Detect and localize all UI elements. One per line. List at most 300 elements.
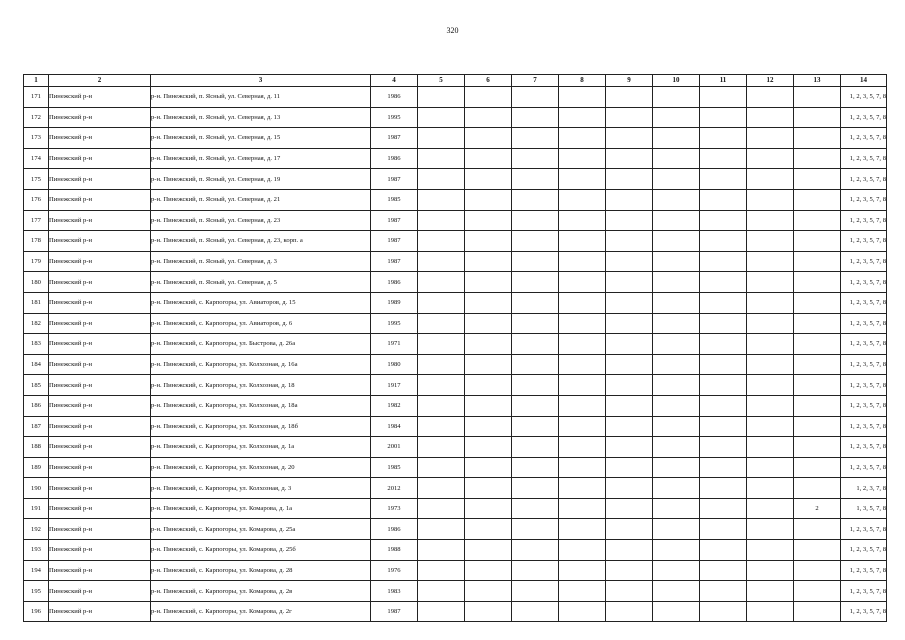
column-14-cell: 1, 2, 3, 5, 7, 8 xyxy=(841,437,887,458)
empty-cell xyxy=(700,292,747,313)
column-header: 13 xyxy=(794,75,841,87)
empty-cell xyxy=(700,478,747,499)
empty-cell xyxy=(512,189,559,210)
empty-cell xyxy=(418,478,465,499)
address-cell: р-н. Пинежский, с. Карпогоры, ул. Колхозная, д. 20 xyxy=(151,457,371,478)
address-cell: р-н. Пинежский, с. Карпогоры, ул. Авиаторов, д. 15 xyxy=(151,292,371,313)
row-number-cell: 193 xyxy=(24,540,49,561)
empty-cell xyxy=(418,313,465,334)
empty-cell xyxy=(606,292,653,313)
row-number-cell: 183 xyxy=(24,334,49,355)
address-cell: р-н. Пинежский, п. Ясный, ул. Северная, д. 19 xyxy=(151,169,371,190)
empty-cell xyxy=(653,519,700,540)
empty-cell xyxy=(653,292,700,313)
district-cell: Пинежский р-н xyxy=(49,375,151,396)
empty-cell xyxy=(512,416,559,437)
column-14-cell: 1, 2, 3, 5, 7, 8 xyxy=(841,128,887,149)
empty-cell xyxy=(653,251,700,272)
column-14-cell: 1, 2, 3, 5, 7, 8 xyxy=(841,519,887,540)
row-number-cell: 196 xyxy=(24,601,49,622)
year-cell: 2001 xyxy=(371,437,418,458)
empty-cell xyxy=(606,87,653,108)
empty-cell xyxy=(700,87,747,108)
year-cell: 1984 xyxy=(371,416,418,437)
empty-cell xyxy=(700,272,747,293)
column-13-cell xyxy=(794,354,841,375)
column-13-cell xyxy=(794,231,841,252)
empty-cell xyxy=(653,334,700,355)
empty-cell xyxy=(465,354,512,375)
row-number-cell: 179 xyxy=(24,251,49,272)
empty-cell xyxy=(653,189,700,210)
column-header: 12 xyxy=(747,75,794,87)
empty-cell xyxy=(653,601,700,622)
column-header: 2 xyxy=(49,75,151,87)
empty-cell xyxy=(606,519,653,540)
column-14-cell: 1, 3, 5, 7, 8 xyxy=(841,498,887,519)
empty-cell xyxy=(653,540,700,561)
empty-cell xyxy=(606,395,653,416)
row-number-cell: 173 xyxy=(24,128,49,149)
empty-cell xyxy=(512,231,559,252)
year-cell: 1987 xyxy=(371,128,418,149)
empty-cell xyxy=(418,334,465,355)
empty-cell xyxy=(559,313,606,334)
column-14-cell: 1, 2, 3, 5, 7, 8 xyxy=(841,272,887,293)
column-13-cell xyxy=(794,334,841,355)
empty-cell xyxy=(606,498,653,519)
column-header: 10 xyxy=(653,75,700,87)
column-14-cell: 1, 2, 3, 5, 7, 8 xyxy=(841,540,887,561)
address-cell: р-н. Пинежский, п. Ясный, ул. Северная, д. 17 xyxy=(151,148,371,169)
empty-cell xyxy=(418,457,465,478)
empty-cell xyxy=(512,560,559,581)
column-13-cell xyxy=(794,416,841,437)
empty-cell xyxy=(418,581,465,602)
table-row xyxy=(24,519,887,540)
district-cell: Пинежский р-н xyxy=(49,251,151,272)
empty-cell xyxy=(418,601,465,622)
empty-cell xyxy=(512,354,559,375)
empty-cell xyxy=(606,107,653,128)
empty-cell xyxy=(747,581,794,602)
row-number-cell: 174 xyxy=(24,148,49,169)
address-cell: р-н. Пинежский, с. Карпогоры, ул. Комарова, д. 1а xyxy=(151,498,371,519)
empty-cell xyxy=(700,581,747,602)
empty-cell xyxy=(700,498,747,519)
empty-cell xyxy=(465,169,512,190)
empty-cell xyxy=(747,354,794,375)
year-cell: 1995 xyxy=(371,107,418,128)
year-cell: 1986 xyxy=(371,148,418,169)
table-row xyxy=(24,437,887,458)
column-14-cell: 1, 2, 3, 5, 7, 8 xyxy=(841,313,887,334)
empty-cell xyxy=(747,128,794,149)
column-14-cell: 1, 2, 3, 5, 7, 8 xyxy=(841,334,887,355)
table-row xyxy=(24,354,887,375)
address-cell: р-н. Пинежский, п. Ясный, ул. Северная, д. 13 xyxy=(151,107,371,128)
empty-cell xyxy=(653,169,700,190)
empty-cell xyxy=(418,560,465,581)
table-row xyxy=(24,87,887,108)
empty-cell xyxy=(512,87,559,108)
column-13-cell xyxy=(794,272,841,293)
empty-cell xyxy=(418,395,465,416)
empty-cell xyxy=(559,519,606,540)
empty-cell xyxy=(418,210,465,231)
empty-cell xyxy=(465,128,512,149)
row-number-cell: 187 xyxy=(24,416,49,437)
empty-cell xyxy=(700,334,747,355)
empty-cell xyxy=(653,416,700,437)
table-row xyxy=(24,169,887,190)
address-cell: р-н. Пинежский, с. Карпогоры, ул. Колхозная, д. 18 xyxy=(151,375,371,396)
row-number-cell: 194 xyxy=(24,560,49,581)
empty-cell xyxy=(747,437,794,458)
empty-cell xyxy=(747,334,794,355)
column-13-cell xyxy=(794,601,841,622)
empty-cell xyxy=(606,128,653,149)
column-header: 14 xyxy=(841,75,887,87)
year-cell: 1988 xyxy=(371,540,418,561)
empty-cell xyxy=(747,478,794,499)
empty-cell xyxy=(465,540,512,561)
empty-cell xyxy=(653,457,700,478)
column-13-cell xyxy=(794,457,841,478)
empty-cell xyxy=(700,189,747,210)
row-number-cell: 188 xyxy=(24,437,49,458)
year-cell: 1982 xyxy=(371,395,418,416)
empty-cell xyxy=(512,292,559,313)
empty-cell xyxy=(559,148,606,169)
empty-cell xyxy=(512,128,559,149)
table-row xyxy=(24,107,887,128)
empty-cell xyxy=(465,395,512,416)
address-cell: р-н. Пинежский, с. Карпогоры, ул. Авиаторов, д. 6 xyxy=(151,313,371,334)
empty-cell xyxy=(512,272,559,293)
empty-cell xyxy=(700,128,747,149)
empty-cell xyxy=(747,148,794,169)
empty-cell xyxy=(606,189,653,210)
empty-cell xyxy=(465,231,512,252)
empty-cell xyxy=(606,560,653,581)
row-number-cell: 182 xyxy=(24,313,49,334)
empty-cell xyxy=(653,560,700,581)
district-cell: Пинежский р-н xyxy=(49,354,151,375)
empty-cell xyxy=(653,107,700,128)
empty-cell xyxy=(559,251,606,272)
empty-cell xyxy=(512,601,559,622)
year-cell: 1987 xyxy=(371,169,418,190)
column-14-cell: 1, 2, 3, 5, 7, 8 xyxy=(841,210,887,231)
empty-cell xyxy=(747,169,794,190)
district-cell: Пинежский р-н xyxy=(49,128,151,149)
empty-cell xyxy=(653,313,700,334)
column-13-cell xyxy=(794,148,841,169)
empty-cell xyxy=(512,375,559,396)
empty-cell xyxy=(465,375,512,396)
column-14-cell: 1, 2, 3, 5, 7, 8 xyxy=(841,581,887,602)
empty-cell xyxy=(700,169,747,190)
column-14-cell: 1, 2, 3, 5, 7, 8 xyxy=(841,169,887,190)
year-cell: 1987 xyxy=(371,210,418,231)
row-number-cell: 185 xyxy=(24,375,49,396)
address-cell: р-н. Пинежский, п. Ясный, ул. Северная, д. 11 xyxy=(151,87,371,108)
empty-cell xyxy=(700,313,747,334)
empty-cell xyxy=(700,416,747,437)
empty-cell xyxy=(747,292,794,313)
empty-cell xyxy=(418,87,465,108)
empty-cell xyxy=(418,169,465,190)
empty-cell xyxy=(418,107,465,128)
column-13-cell xyxy=(794,437,841,458)
address-cell: р-н. Пинежский, с. Карпогоры, ул. Колхозная, д. 18б xyxy=(151,416,371,437)
column-13-cell xyxy=(794,210,841,231)
empty-cell xyxy=(418,540,465,561)
row-number-cell: 176 xyxy=(24,189,49,210)
empty-cell xyxy=(606,375,653,396)
empty-cell xyxy=(653,87,700,108)
column-header: 5 xyxy=(418,75,465,87)
empty-cell xyxy=(606,478,653,499)
district-cell: Пинежский р-н xyxy=(49,231,151,252)
address-cell: р-н. Пинежский, п. Ясный, ул. Северная, д. 3 xyxy=(151,251,371,272)
column-13-cell xyxy=(794,375,841,396)
year-cell: 1986 xyxy=(371,272,418,293)
table-row xyxy=(24,292,887,313)
empty-cell xyxy=(512,540,559,561)
district-cell: Пинежский р-н xyxy=(49,457,151,478)
column-13-cell xyxy=(794,540,841,561)
district-cell: Пинежский р-н xyxy=(49,210,151,231)
empty-cell xyxy=(418,272,465,293)
row-number-cell: 180 xyxy=(24,272,49,293)
empty-cell xyxy=(418,375,465,396)
empty-cell xyxy=(653,478,700,499)
column-header: 9 xyxy=(606,75,653,87)
empty-cell xyxy=(512,437,559,458)
empty-cell xyxy=(465,601,512,622)
table-row xyxy=(24,601,887,622)
address-cell: р-н. Пинежский, с. Карпогоры, ул. Колхозная, д. 3 xyxy=(151,478,371,499)
empty-cell xyxy=(606,601,653,622)
empty-cell xyxy=(512,519,559,540)
column-13-cell xyxy=(794,189,841,210)
district-cell: Пинежский р-н xyxy=(49,560,151,581)
column-13-cell xyxy=(794,581,841,602)
empty-cell xyxy=(559,292,606,313)
address-cell: р-н. Пинежский, с. Карпогоры, ул. Комарова, д. 25б xyxy=(151,540,371,561)
empty-cell xyxy=(747,601,794,622)
column-13-cell xyxy=(794,128,841,149)
empty-cell xyxy=(512,313,559,334)
empty-cell xyxy=(747,457,794,478)
empty-cell xyxy=(747,107,794,128)
row-number-cell: 186 xyxy=(24,395,49,416)
table-row xyxy=(24,334,887,355)
empty-cell xyxy=(700,354,747,375)
table-row xyxy=(24,457,887,478)
table-row xyxy=(24,231,887,252)
address-cell: р-н. Пинежский, с. Карпогоры, ул. Колхозная, д. 18а xyxy=(151,395,371,416)
empty-cell xyxy=(700,560,747,581)
empty-cell xyxy=(512,457,559,478)
empty-cell xyxy=(653,437,700,458)
district-cell: Пинежский р-н xyxy=(49,313,151,334)
column-13-cell xyxy=(794,313,841,334)
year-cell: 1987 xyxy=(371,231,418,252)
empty-cell xyxy=(747,272,794,293)
empty-cell xyxy=(512,251,559,272)
year-cell: 1985 xyxy=(371,457,418,478)
district-cell: Пинежский р-н xyxy=(49,395,151,416)
year-cell: 1986 xyxy=(371,87,418,108)
empty-cell xyxy=(559,272,606,293)
empty-cell xyxy=(606,354,653,375)
empty-cell xyxy=(418,354,465,375)
empty-cell xyxy=(653,148,700,169)
empty-cell xyxy=(606,231,653,252)
year-cell: 1917 xyxy=(371,375,418,396)
row-number-cell: 178 xyxy=(24,231,49,252)
address-cell: р-н. Пинежский, п. Ясный, ул. Северная, д. 15 xyxy=(151,128,371,149)
empty-cell xyxy=(418,148,465,169)
empty-cell xyxy=(653,231,700,252)
address-cell: р-н. Пинежский, п. Ясный, ул. Северная, д. 23 xyxy=(151,210,371,231)
empty-cell xyxy=(747,87,794,108)
district-cell: Пинежский р-н xyxy=(49,87,151,108)
empty-cell xyxy=(465,148,512,169)
empty-cell xyxy=(559,375,606,396)
column-14-cell: 1, 2, 3, 5, 7, 8 xyxy=(841,189,887,210)
column-14-cell: 1, 2, 3, 5, 7, 8 xyxy=(841,107,887,128)
district-cell: Пинежский р-н xyxy=(49,540,151,561)
table-row xyxy=(24,313,887,334)
column-header: 6 xyxy=(465,75,512,87)
table-row xyxy=(24,251,887,272)
empty-cell xyxy=(465,107,512,128)
column-14-cell: 1, 2, 3, 5, 7, 8 xyxy=(841,148,887,169)
empty-cell xyxy=(653,128,700,149)
year-cell: 1976 xyxy=(371,560,418,581)
empty-cell xyxy=(559,210,606,231)
empty-cell xyxy=(653,210,700,231)
year-cell: 1983 xyxy=(371,581,418,602)
table-row xyxy=(24,498,887,519)
empty-cell xyxy=(512,498,559,519)
empty-cell xyxy=(559,540,606,561)
row-number-cell: 191 xyxy=(24,498,49,519)
empty-cell xyxy=(465,437,512,458)
empty-cell xyxy=(747,231,794,252)
empty-cell xyxy=(700,457,747,478)
table-row xyxy=(24,395,887,416)
empty-cell xyxy=(747,189,794,210)
column-header: 11 xyxy=(700,75,747,87)
empty-cell xyxy=(465,313,512,334)
empty-cell xyxy=(700,540,747,561)
empty-cell xyxy=(747,210,794,231)
empty-cell xyxy=(606,251,653,272)
empty-cell xyxy=(747,395,794,416)
row-number-cell: 195 xyxy=(24,581,49,602)
empty-cell xyxy=(653,375,700,396)
empty-cell xyxy=(747,498,794,519)
table-row xyxy=(24,148,887,169)
empty-cell xyxy=(559,128,606,149)
column-13-cell xyxy=(794,251,841,272)
column-14-cell: 1, 2, 3, 5, 7, 8 xyxy=(841,601,887,622)
year-cell: 1973 xyxy=(371,498,418,519)
column-14-cell: 1, 2, 3, 5, 7, 8 xyxy=(841,457,887,478)
district-cell: Пинежский р-н xyxy=(49,189,151,210)
empty-cell xyxy=(465,581,512,602)
address-cell: р-н. Пинежский, с. Карпогоры, ул. Колхозная, д. 1а xyxy=(151,437,371,458)
address-cell: р-н. Пинежский, с. Карпогоры, ул. Быстрова, д. 26а xyxy=(151,334,371,355)
year-cell: 1987 xyxy=(371,251,418,272)
year-cell: 1985 xyxy=(371,189,418,210)
empty-cell xyxy=(700,375,747,396)
empty-cell xyxy=(465,189,512,210)
district-cell: Пинежский р-н xyxy=(49,437,151,458)
table-row xyxy=(24,210,887,231)
year-cell: 1995 xyxy=(371,313,418,334)
address-cell: р-н. Пинежский, п. Ясный, ул. Северная, д. 21 xyxy=(151,189,371,210)
empty-cell xyxy=(418,251,465,272)
row-number-cell: 175 xyxy=(24,169,49,190)
empty-cell xyxy=(653,395,700,416)
row-number-cell: 189 xyxy=(24,457,49,478)
column-header: 1 xyxy=(24,75,49,87)
year-cell: 1986 xyxy=(371,519,418,540)
empty-cell xyxy=(606,272,653,293)
address-cell: р-н. Пинежский, с. Карпогоры, ул. Комарова, д. 28 xyxy=(151,560,371,581)
year-cell: 2012 xyxy=(371,478,418,499)
district-cell: Пинежский р-н xyxy=(49,107,151,128)
empty-cell xyxy=(465,560,512,581)
district-cell: Пинежский р-н xyxy=(49,519,151,540)
empty-cell xyxy=(418,437,465,458)
empty-cell xyxy=(559,498,606,519)
column-header: 4 xyxy=(371,75,418,87)
empty-cell xyxy=(606,581,653,602)
address-cell: р-н. Пинежский, с. Карпогоры, ул. Колхозная, д. 16а xyxy=(151,354,371,375)
empty-cell xyxy=(418,292,465,313)
year-cell: 1971 xyxy=(371,334,418,355)
empty-cell xyxy=(700,107,747,128)
empty-cell xyxy=(418,128,465,149)
column-13-cell xyxy=(794,107,841,128)
empty-cell xyxy=(465,478,512,499)
empty-cell xyxy=(747,251,794,272)
empty-cell xyxy=(559,189,606,210)
column-13-cell xyxy=(794,292,841,313)
empty-cell xyxy=(700,231,747,252)
row-number-cell: 172 xyxy=(24,107,49,128)
table-body xyxy=(24,87,887,622)
column-header: 8 xyxy=(559,75,606,87)
column-14-cell: 1, 2, 3, 5, 7, 8 xyxy=(841,354,887,375)
column-14-cell: 1, 2, 3, 5, 7, 8 xyxy=(841,87,887,108)
column-13-cell: 2 xyxy=(794,498,841,519)
empty-cell xyxy=(653,272,700,293)
empty-cell xyxy=(512,148,559,169)
empty-cell xyxy=(559,601,606,622)
table-row xyxy=(24,540,887,561)
empty-cell xyxy=(559,169,606,190)
empty-cell xyxy=(606,169,653,190)
row-number-cell: 192 xyxy=(24,519,49,540)
